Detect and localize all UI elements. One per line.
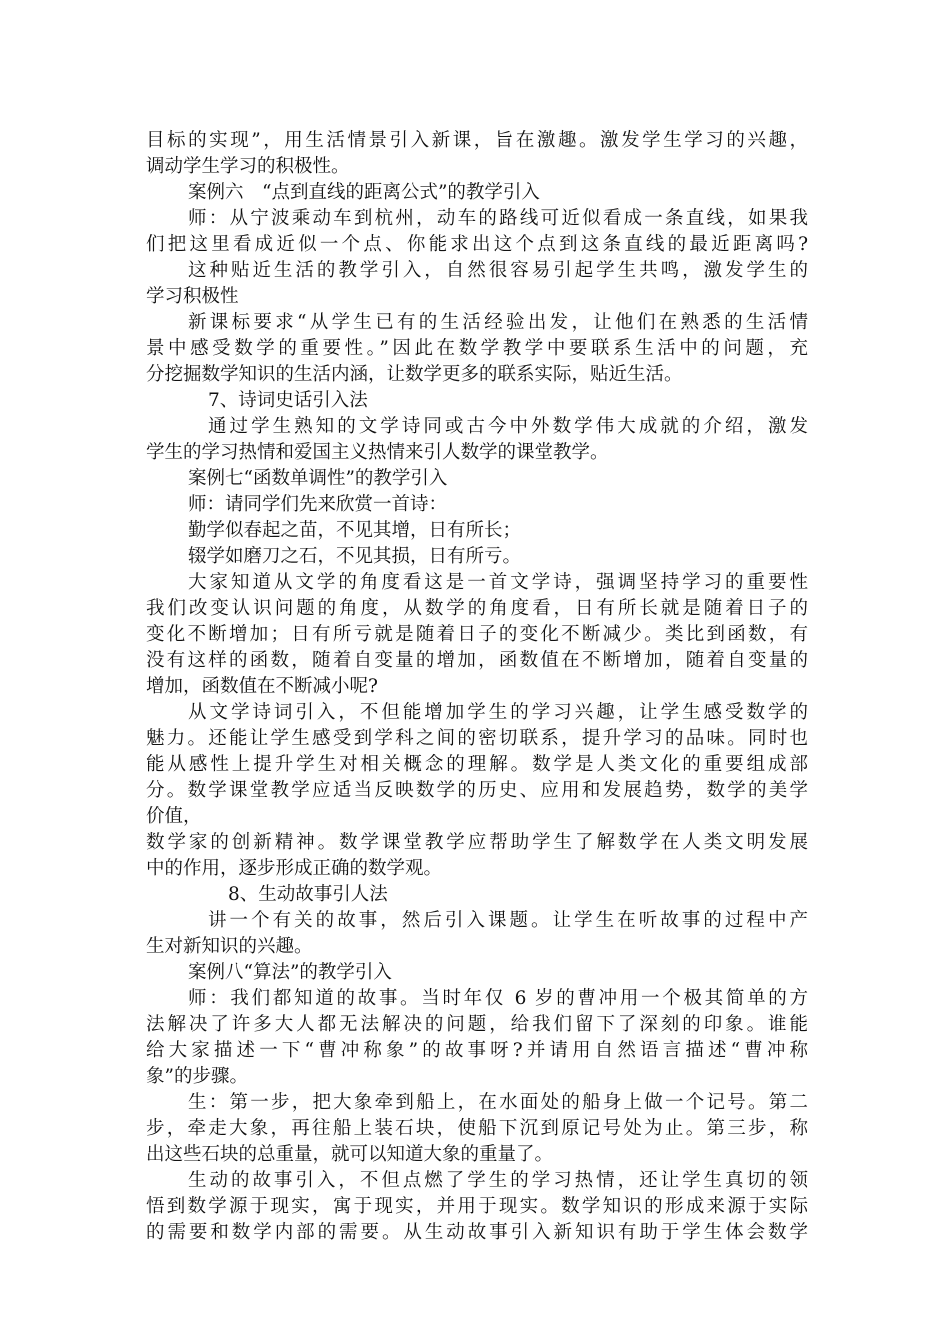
text-line: 价值， [146, 806, 202, 827]
case-heading: 案例七“函数单调性”的教学引入 [188, 468, 448, 489]
text-line: 师：从宁波乘动车到杭州，动车的路线可近似看成一条直线，如果我 [188, 208, 808, 229]
text-line: 目标的实现”，用生活情景引入新课，旨在激趣。激发学生学习的兴趣， [146, 130, 808, 151]
section-heading: 7、诗词史话引入法 [208, 390, 368, 411]
poem-line: 辍学如磨刀之石，不见其损，日有所亏。 [188, 546, 522, 567]
text-line: 分。数学课堂教学应适当反映数学的历史、应用和发展趋势，数学的美学 [146, 780, 808, 801]
text-line: 法解决了许多大人都无法解决的问题，给我们留下了深刻的印象。谁能 [146, 1014, 808, 1035]
text-line: 能从感性上提升学生对相关概念的理解。数学是人类文化的重要组成部 [146, 754, 808, 775]
text-line: 步，牵走大象，再往船上装石块，使船下沉到原记号处为止。第三步，称 [146, 1118, 808, 1139]
text-line: 变化不断增加；日有所亏就是随着日子的变化不断减少。类比到函数，有 [146, 624, 808, 645]
text-line: 景中感受数学的重要性。”因此在数学教学中要联系生活中的问题，充 [146, 338, 808, 359]
text-line: 学习积极性 [146, 286, 239, 307]
text-line: 师：我们都知道的故事。当时年仅 6 岁的曹冲用一个极其简单的方 [188, 988, 808, 1009]
text-line: 悟到数学源于现实，寓于现实，并用于现实。数学知识的形成来源于实际 [146, 1196, 808, 1217]
text-line: 大家知道从文学的角度看这是一首文学诗，强调坚持学习的重要性 [188, 572, 808, 593]
text-line: 中的作用，逐步形成正确的数学观。 [146, 858, 443, 879]
text-line: 我们改变认识问题的角度，从数学的角度看，日有所长就是随着日子的 [146, 598, 808, 619]
poem-line: 勤学似春起之苗，不见其增，日有所长； [188, 520, 522, 541]
text-line: 从文学诗词引入，不但能增加学生的学习兴趣，让学生感受数学的 [188, 702, 808, 723]
text-line: 的需要和数学内部的需要。从生动故事引入新知识有助于学生体会数学 [146, 1222, 808, 1243]
text-line: 这种贴近生活的教学引入，自然很容易引起学生共鸣，激发学生的 [188, 260, 808, 281]
text-line: 通过学生熟知的文学诗同或古今中外数学伟大成就的介绍，激发 [208, 416, 808, 437]
text-line: 生对新知识的兴趣。 [146, 936, 313, 957]
text-line: 们把这里看成近似一个点、你能求出这个点到这条直线的最近距离吗? [146, 234, 808, 255]
text-line: 给大家描述一下“曹冲称象”的故事呀?并请用自然语言描述“曹冲称 [146, 1040, 808, 1061]
text-line: 没有这样的函数，随着自变量的增加，函数值在不断增加，随着自变量的 [146, 650, 808, 671]
case-heading: 案例六 “点到直线的距离公式”的教学引入 [188, 182, 540, 203]
text-line: 分挖掘数学知识的生活内涵，让数学更多的联系实际，贴近生活。 [146, 364, 683, 385]
text-line: 生：第一步，把大象牵到船上，在水面处的船身上做一个记号。第二 [188, 1092, 808, 1113]
text-line: 调动学生学习的积极性。 [146, 156, 350, 177]
text-line: 象”的步骤。 [146, 1066, 248, 1087]
case-heading: 案例八“算法”的教学引入 [188, 962, 392, 983]
text-line: 学生的学习热情和爱国主义热情来引人数学的课堂教学。 [146, 442, 609, 463]
text-line: 魅力。还能让学生感受到学科之间的密切联系，提升学习的品味。同时也 [146, 728, 808, 749]
text-line: 讲一个有关的故事，然后引入课题。让学生在听故事的过程中产 [208, 910, 808, 931]
text-line: 师：请同学们先来欣赏一首诗： [188, 494, 448, 515]
text-line: 出这些石块的总重量，就可以知道大象的重量了。 [146, 1144, 554, 1165]
text-line: 新课标要求“从学生已有的生活经验出发，让他们在熟悉的生活情 [188, 312, 808, 333]
text-line: 生动的故事引入，不但点燃了学生的学习热情，还让学生真切的领 [188, 1170, 808, 1191]
text-line: 增加，函数值在不断减小呢? [146, 676, 378, 697]
section-heading: 8、生动故事引人法 [228, 884, 388, 905]
text-line: 数学家的创新精神。数学课堂教学应帮助学生了解数学在人类文明发展 [146, 832, 808, 853]
